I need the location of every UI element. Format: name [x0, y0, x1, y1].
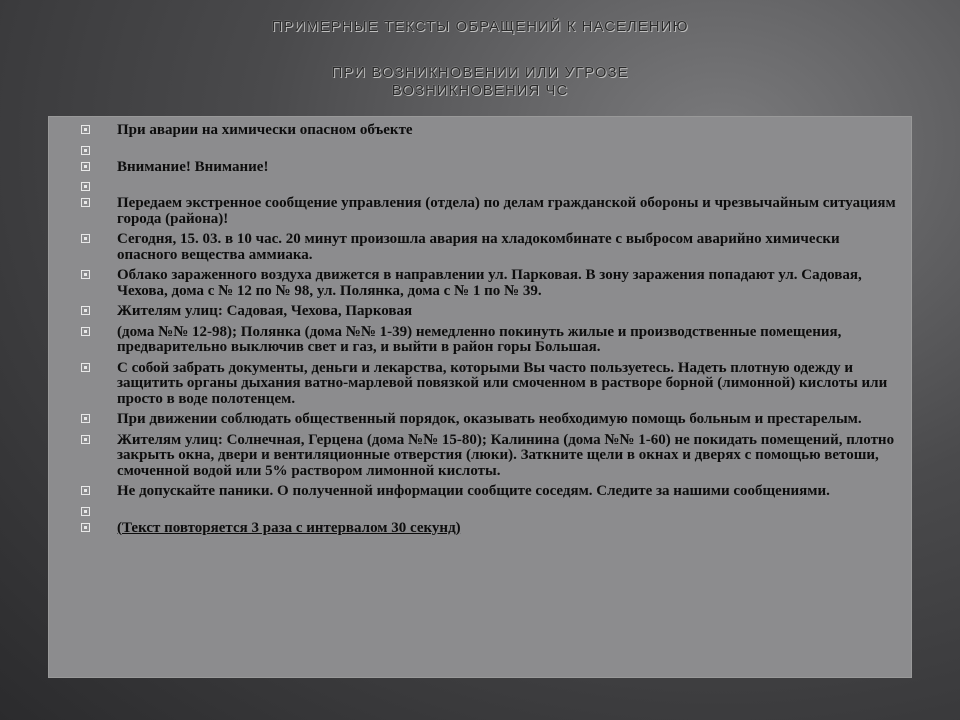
- list-item: [49, 325, 901, 356]
- list-item: [49, 268, 901, 299]
- list-item: [49, 521, 901, 537]
- bullet-text: Облако зараженного воздуха движется в направлении ул. Парковая. В зону заражения попадают ул. Садовая, Чехова, дома с № 12 по № 98, ул. Полянка, дома с № 1 по № 39.: [117, 267, 862, 299]
- content-panel: [48, 116, 912, 678]
- bullet-box-icon: [49, 433, 97, 444]
- list-item: [49, 144, 901, 155]
- bullet-box-icon: [49, 412, 97, 423]
- list-item: [49, 196, 901, 227]
- bullet-text: Не допускайте паники. О полученной информации сообщите соседям. Следите за нашими сообщениями.: [117, 483, 830, 499]
- title-line-3: ВОЗНИКНОВЕНИЯ ЧС: [391, 82, 569, 99]
- slide-title: [0, 18, 960, 100]
- list-item: [49, 505, 901, 516]
- bullet-box-icon: [49, 232, 97, 243]
- list-item: [49, 412, 901, 428]
- list-item: [49, 160, 901, 176]
- list-item: [49, 180, 901, 191]
- title-line-1: ПРИМЕРНЫЕ ТЕКСТЫ ОБРАЩЕНИЙ К НАСЕЛЕНИЮ: [271, 18, 689, 35]
- list-item: [49, 361, 901, 408]
- list-item: [49, 304, 901, 320]
- title-spacer: [0, 36, 960, 64]
- bullet-text: Сегодня, 15. 03. в 10 час. 20 минут произошла авария на хладокомбинате с выбросом аварийно химически опасного вещества аммиака.: [117, 231, 840, 263]
- list-item: [49, 484, 901, 500]
- list-item: [49, 232, 901, 263]
- bullet-box-icon: [49, 123, 97, 134]
- title-line-2: ПРИ ВОЗНИКНОВЕНИИ ИЛИ УГРОЗЕ: [331, 64, 629, 81]
- bullet-text: Передаем экстренное сообщение управления (отдела) по делам гражданской обороны и чрезвычайным ситуациям города (района)!: [117, 195, 896, 227]
- bullet-text: Внимание! Внимание!: [117, 158, 269, 175]
- bullet-box-icon: [49, 484, 97, 495]
- bullet-box-icon: [49, 180, 97, 191]
- bullet-box-icon: [49, 160, 97, 171]
- bullet-box-icon: [49, 521, 97, 532]
- bullet-text: С собой забрать документы, деньги и лекарства, которыми Вы часто пользуетесь. Надеть плотную одежду и защитить органы дыхания ватно-марлевой повязкой или смоченном в растворе борной (лимонной) кислоты или просто в воде полотенцем.: [117, 359, 888, 407]
- bullet-box-icon: [49, 144, 97, 155]
- bullet-text: Жителям улиц: Солнечная, Герцена (дома №№ 15-80); Калинина (дома №№ 1-60) не покидать помещений, плотно закрыть окна, двери и вентиляционные отверстия (люки). Заткните щели в окнах и дверях с помощью ветоши, смоченной водой или 5% раствором лимонной кислоты.: [117, 431, 895, 479]
- bullet-text: При аварии на химически опасном объекте: [117, 122, 413, 138]
- bullet-text-repeat-note: (Текст повторяется 3 раза с интервалом 30 секунд): [117, 519, 461, 536]
- bullet-text: При движении соблюдать общественный порядок, оказывать необходимую помощь больным и престарелым.: [117, 411, 862, 427]
- bullet-box-icon: [49, 304, 97, 315]
- bullet-box-icon: [49, 361, 97, 372]
- bullet-text: (дома №№ 12-98); Полянка (дома №№ 1-39) немедленно покинуть жилые и производственные помещения, предварительно выключив свет и газ, и выйти в район горы Большая.: [117, 323, 842, 355]
- bullet-box-icon: [49, 268, 97, 279]
- bullet-text: Жителям улиц: Садовая, Чехова, Парковая: [117, 303, 413, 319]
- bullet-box-icon: [49, 505, 97, 516]
- bullet-box-icon: [49, 325, 97, 336]
- bullet-box-icon: [49, 196, 97, 207]
- list-item: [49, 433, 901, 480]
- list-item: [49, 123, 901, 139]
- bullet-list: [49, 117, 911, 536]
